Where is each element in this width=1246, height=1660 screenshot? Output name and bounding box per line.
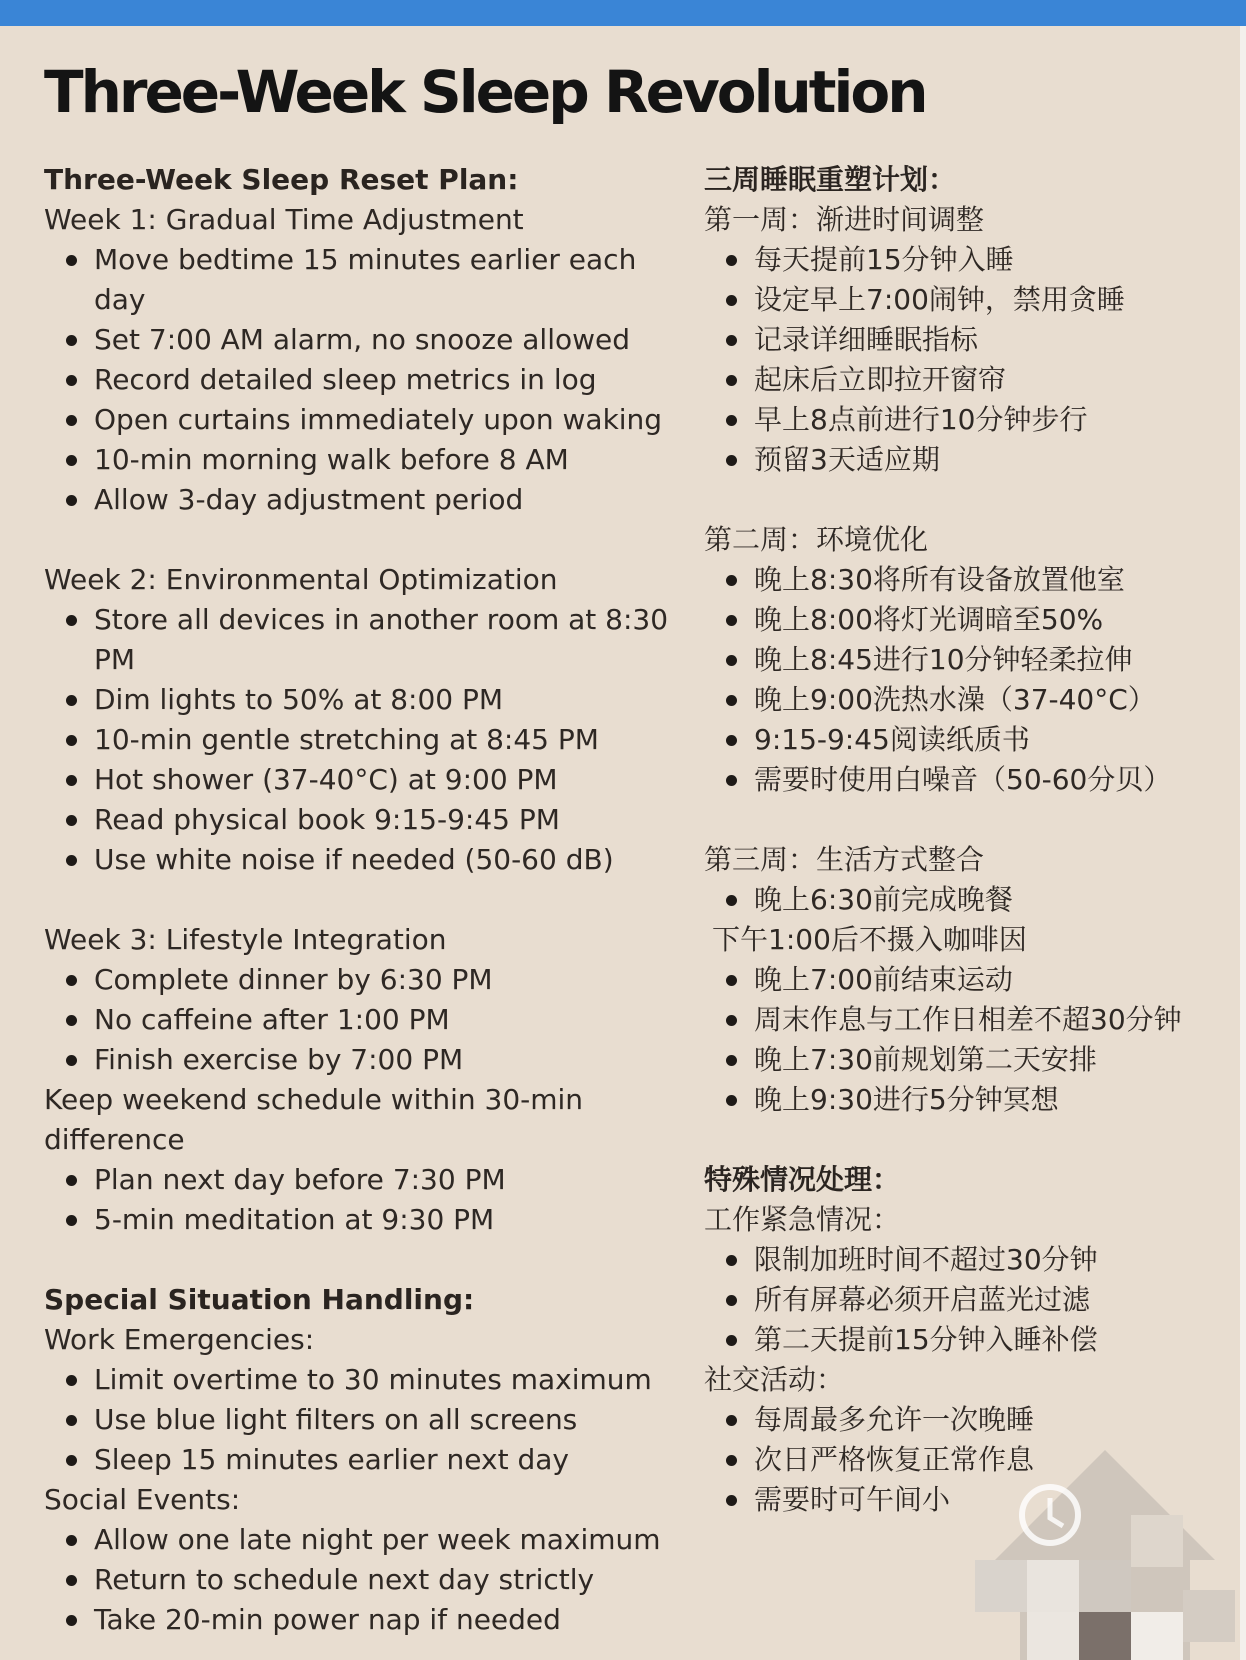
list-item [44,1440,684,1480]
zh-work-list [704,1240,1224,1360]
list-item [704,240,1224,280]
list-item [44,680,684,720]
zh-week1-title: 第一周：渐进时间调整 [704,203,985,236]
list-item [704,1280,1224,1320]
list-item [44,600,684,680]
list-item [704,1080,1224,1120]
list-item [704,600,1224,640]
list-item [44,240,684,320]
list-item [44,360,684,400]
bullet-icon [726,335,737,346]
bullet-icon [726,295,737,306]
list-item-text: 第二天提前15分钟入睡补偿 [754,1323,1098,1356]
list-item [704,280,1224,320]
list-item [704,880,1224,920]
list-item-text: Move bedtime 15 minutes earlier each day [94,243,637,316]
bullet-icon [726,615,737,626]
list-item [704,760,1224,800]
list-item [44,1200,684,1240]
list-item-text: 限制加班时间不超过30分钟 [754,1243,1098,1276]
bullet-icon [66,1415,77,1426]
list-item-text: 次日严格恢复正常作息 [754,1443,1035,1476]
list-item-text: 晚上9:00洗热水澡（37-40°C） [754,683,1156,716]
list-item [704,680,1224,720]
bullet-icon [66,1215,77,1226]
bullet-icon [66,495,77,506]
bullet-icon [726,1455,737,1466]
list-item-text: 10-min morning walk before 8 AM [94,443,569,476]
list-item [44,1400,684,1440]
plan-heading: Three-Week Sleep Reset Plan: [44,163,519,196]
list-item-text: 晚上6:30前完成晚餐 [754,883,1013,916]
list-item [704,1000,1224,1040]
list-item [44,400,684,440]
list-item-text: Finish exercise by 7:00 PM [94,1043,464,1076]
list-item-text: Take 20-min power nap if needed [94,1603,561,1636]
list-item-text: 周末作息与工作日相差不超30分钟 [754,1003,1182,1036]
bullet-icon [66,1455,77,1466]
bullet-icon [726,415,737,426]
right-edge-strip [1240,26,1246,1660]
list-item [704,960,1224,1000]
week2-title: Week 2: Environmental Optimization [44,563,558,596]
mosaic-block [1027,1612,1079,1660]
list-item-text: Complete dinner by 6:30 PM [94,963,493,996]
list-item-text: 设定早上7:00闹钟，禁用贪睡 [754,283,1125,316]
bullet-icon [726,695,737,706]
list-item [44,960,684,1000]
week2-list [44,600,684,880]
zh-week3-list-a [704,880,1224,920]
week3-list-a [44,960,684,1080]
mosaic-block [1027,1560,1079,1612]
bullet-icon [726,1255,737,1266]
bullet-icon [726,575,737,586]
zh-week2-list [704,560,1224,800]
watermark [975,1440,1246,1660]
week3-list-b [44,1160,684,1240]
list-item-text: 晚上8:30将所有设备放置他室 [754,563,1125,596]
bullet-icon [726,375,737,386]
social-list [44,1520,684,1640]
bullet-icon [726,1335,737,1346]
list-item [44,480,684,520]
list-item-text: 预留3天适应期 [754,443,940,476]
list-item [44,1520,684,1560]
list-item-text: 10-min gentle stretching at 8:45 PM [94,723,599,756]
list-item-text: Set 7:00 AM alarm, no snooze allowed [94,323,631,356]
bullet-icon [726,735,737,746]
list-item-text: 晚上9:30进行5分钟冥想 [754,1083,1059,1116]
list-item [704,640,1224,680]
list-item-text: No caffeine after 1:00 PM [94,1003,450,1036]
list-item [44,1560,684,1600]
list-item-text: 需要时可午间小 [754,1483,951,1516]
list-item [44,840,684,880]
special-heading: Special Situation Handling: [44,1283,475,1316]
list-item [704,320,1224,360]
bullet-icon [66,695,77,706]
list-item-text: Use blue light filters on all screens [94,1403,578,1436]
bullet-icon [66,1375,77,1386]
list-item [44,1600,684,1640]
bullet-icon [726,1415,737,1426]
list-item [704,1240,1224,1280]
list-item-text: 晚上7:30前规划第二天安排 [754,1043,1097,1076]
zh-week3-plain-line: 下午1:00后不摄入咖啡因 [712,923,1027,956]
zh-week1-list [704,240,1224,480]
bullet-icon [66,375,77,386]
list-item-text: 所有屏幕必须开启蓝光过滤 [754,1283,1091,1316]
list-item-text: Hot shower (37-40°C) at 9:00 PM [94,763,558,796]
list-item-text: 需要时使用白噪音（50-60分贝） [754,763,1172,796]
zh-plan-heading: 三周睡眠重塑计划： [704,163,957,196]
list-item [44,1360,684,1400]
bullet-icon [726,1055,737,1066]
week3-plain-line: Keep weekend schedule within 30-min difference [44,1083,584,1156]
week3-title: Week 3: Lifestyle Integration [44,923,447,956]
list-item [704,440,1224,480]
list-item-text: Store all devices in another room at 8:30 PM [94,603,669,676]
list-item-text: 每周最多允许一次晚睡 [754,1403,1035,1436]
work-title: Work Emergencies: [44,1323,315,1356]
chinese-column [704,160,1224,1520]
social-title: Social Events: [44,1483,241,1516]
list-item-text: Use white noise if needed (50-60 dB) [94,843,614,876]
list-item [704,560,1224,600]
list-item [44,1000,684,1040]
zh-week2-title: 第二周：环境优化 [704,523,929,556]
bullet-icon [66,1535,77,1546]
bullet-icon [66,815,77,826]
bullet-icon [66,615,77,626]
english-column [44,160,684,1640]
list-item-text: 晚上7:00前结束运动 [754,963,1013,996]
list-item-text: 9:15-9:45阅读纸质书 [754,723,1030,756]
bullet-icon [66,1175,77,1186]
zh-special-heading: 特殊情况处理： [704,1163,901,1196]
bullet-icon [726,455,737,466]
bullet-icon [726,895,737,906]
list-item-text: 每天提前15分钟入睡 [754,243,1014,276]
zh-week3-list-b [704,960,1224,1120]
bullet-icon [726,655,737,666]
page-title: Three-Week Sleep Revolution [44,58,926,126]
list-item [44,800,684,840]
week1-title: Week 1: Gradual Time Adjustment [44,203,524,236]
list-item-text: Read physical book 9:15-9:45 PM [94,803,560,836]
mosaic-block [1131,1515,1183,1567]
zh-work-title: 工作紧急情况： [704,1203,901,1236]
bullet-icon [726,975,737,986]
list-item-text: Dim lights to 50% at 8:00 PM [94,683,504,716]
list-item-text: Plan next day before 7:30 PM [94,1163,506,1196]
mosaic-block [1131,1612,1183,1660]
list-item-text: Return to schedule next day strictly [94,1563,595,1596]
bullet-icon [726,1095,737,1106]
list-item [704,1400,1224,1440]
bullet-icon [726,1015,737,1026]
list-item-text: 早上8点前进行10分钟步行 [754,403,1088,436]
list-item [44,1160,684,1200]
week1-list [44,240,684,520]
mosaic-block [1079,1612,1131,1660]
mosaic-block [1183,1590,1235,1642]
zh-social-title: 社交活动： [704,1363,845,1396]
bullet-icon [66,735,77,746]
list-item [704,360,1224,400]
bullet-icon [66,1615,77,1626]
list-item [704,1320,1224,1360]
list-item [704,720,1224,760]
bullet-icon [66,255,77,266]
list-item [44,720,684,760]
bullet-icon [726,1295,737,1306]
list-item-text: 5-min meditation at 9:30 PM [94,1203,495,1236]
list-item-text: Limit overtime to 30 minutes maximum [94,1363,652,1396]
bullet-icon [726,255,737,266]
bullet-icon [66,1575,77,1586]
top-accent-bar [0,0,1246,26]
bullet-icon [66,1015,77,1026]
bullet-icon [66,335,77,346]
list-item [44,440,684,480]
list-item [44,320,684,360]
work-list [44,1360,684,1480]
list-item-text: Allow 3-day adjustment period [94,483,524,516]
bullet-icon [726,775,737,786]
bullet-icon [66,855,77,866]
list-item-text: 记录详细睡眠指标 [754,323,979,356]
bullet-icon [66,455,77,466]
list-item-text: 起床后立即拉开窗帘 [754,363,1007,396]
list-item [44,760,684,800]
list-item-text: Open curtains immediately upon waking [94,403,663,436]
bullet-icon [726,1495,737,1506]
bullet-icon [66,975,77,986]
list-item [44,1040,684,1080]
list-item-text: 晚上8:45进行10分钟轻柔拉伸 [754,643,1133,676]
bullet-icon [66,775,77,786]
mosaic-block [975,1560,1027,1612]
bullet-icon [66,1055,77,1066]
list-item-text: Record detailed sleep metrics in log [94,363,597,396]
list-item-text: 晚上8:00将灯光调暗至50% [754,603,1104,636]
list-item-text: Allow one late night per week maximum [94,1523,661,1556]
list-item-text: Sleep 15 minutes earlier next day [94,1443,569,1476]
zh-week3-title: 第三周：生活方式整合 [704,843,985,876]
mosaic-block [1079,1560,1131,1612]
list-item [704,400,1224,440]
bullet-icon [66,415,77,426]
list-item [704,1040,1224,1080]
